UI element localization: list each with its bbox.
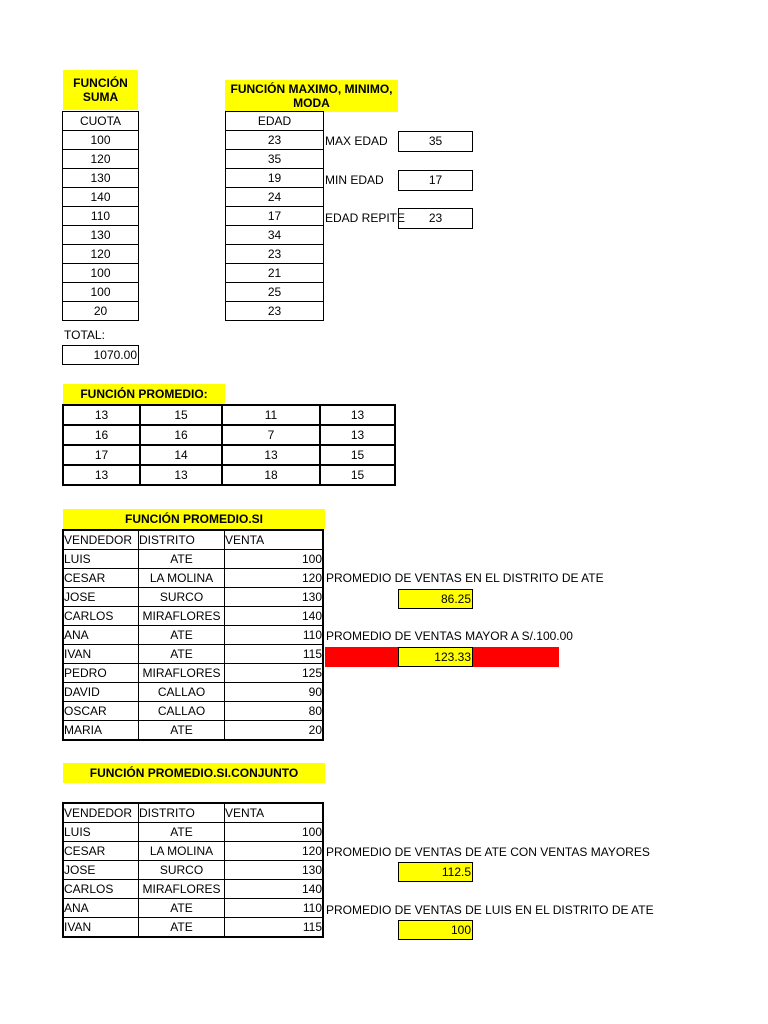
promedio-cell[interactable]: 13: [63, 465, 140, 485]
max-edad-value[interactable]: 35: [398, 131, 473, 152]
promedio-cell[interactable]: 7: [222, 425, 320, 445]
suma-cell[interactable]: 100: [63, 131, 139, 150]
col-header-vendedor[interactable]: VENDEDOR: [63, 803, 139, 823]
promedio-cell[interactable]: 14: [140, 445, 222, 465]
suma-cell[interactable]: 130: [63, 169, 139, 188]
vendedor-cell[interactable]: LUIS: [63, 550, 139, 569]
edad-table: [225, 111, 324, 321]
promedio-si-title: FUNCIÓN PROMEDIO.SI: [63, 509, 325, 529]
promedio-title: FUNCIÓN PROMEDIO:: [63, 384, 225, 404]
promedio-cell[interactable]: 18: [222, 465, 320, 485]
promedio-cell[interactable]: 11: [222, 405, 320, 425]
suma-cell[interactable]: 100: [63, 283, 139, 302]
promedio-cell[interactable]: 13: [320, 425, 395, 445]
promedio-si-conjunto-title: FUNCIÓN PROMEDIO.SI.CONJUNTO: [63, 763, 325, 783]
distrito-cell[interactable]: ATE: [139, 899, 225, 918]
edad-cell[interactable]: 17: [226, 207, 324, 226]
suma-cell[interactable]: 130: [63, 226, 139, 245]
distrito-cell[interactable]: MIRAFLORES: [139, 880, 225, 899]
edad-cell[interactable]: 19: [226, 169, 324, 188]
edad-cell[interactable]: 34: [226, 226, 324, 245]
promedio-cell[interactable]: 13: [222, 445, 320, 465]
distrito-cell[interactable]: ATE: [139, 823, 225, 842]
moda-value[interactable]: 23: [398, 208, 473, 229]
edad-cell[interactable]: 23: [226, 131, 324, 150]
col-header-distrito[interactable]: DISTRITO: [139, 803, 225, 823]
promedio-si-conjunto-q1-label: PROMEDIO DE VENTAS DE ATE CON VENTAS MAYORES: [326, 845, 650, 859]
promedio-si-conjunto-q1-value[interactable]: 112.5: [398, 862, 473, 882]
vendedor-cell[interactable]: ANA: [63, 626, 139, 645]
venta-cell[interactable]: 110: [225, 626, 324, 645]
venta-cell[interactable]: 130: [225, 861, 324, 880]
promedio-cell[interactable]: 17: [63, 445, 140, 465]
vendedor-cell[interactable]: CESAR: [63, 842, 139, 861]
suma-cell[interactable]: 120: [63, 245, 139, 264]
vendedor-cell[interactable]: JOSE: [63, 861, 139, 880]
distrito-cell[interactable]: SURCO: [139, 588, 225, 607]
distrito-cell[interactable]: LA MOLINA: [139, 842, 225, 861]
vendedor-cell[interactable]: DAVID: [63, 683, 139, 702]
distrito-cell[interactable]: CALLAO: [139, 683, 225, 702]
promedio-si-q1-value[interactable]: 86.25: [398, 589, 473, 609]
promedio-table: [62, 404, 396, 486]
venta-cell[interactable]: 130: [225, 588, 324, 607]
promedio-cell[interactable]: 13: [63, 405, 140, 425]
distrito-cell[interactable]: LA MOLINA: [139, 569, 225, 588]
promedio-si-q2-value[interactable]: 123.33: [398, 647, 473, 667]
col-header-venta[interactable]: VENTA: [225, 530, 324, 550]
edad-cell[interactable]: 35: [226, 150, 324, 169]
min-edad-value[interactable]: 17: [398, 170, 473, 191]
edad-cell[interactable]: 25: [226, 283, 324, 302]
distrito-cell[interactable]: ATE: [139, 626, 225, 645]
venta-cell[interactable]: 140: [225, 607, 324, 626]
suma-header[interactable]: CUOTA: [63, 112, 139, 131]
vendedor-cell[interactable]: IVAN: [63, 645, 139, 664]
distrito-cell[interactable]: SURCO: [139, 861, 225, 880]
vendedor-cell[interactable]: ANA: [63, 899, 139, 918]
promedio-cell[interactable]: 13: [320, 405, 395, 425]
venta-cell[interactable]: 80: [225, 702, 324, 721]
promedio-si-q1-label: PROMEDIO DE VENTAS EN EL DISTRITO DE ATE: [326, 571, 604, 585]
suma-total-value[interactable]: 1070.00: [62, 345, 139, 365]
venta-cell[interactable]: 115: [225, 918, 324, 938]
suma-total-label: TOTAL:: [64, 328, 105, 342]
venta-cell[interactable]: 110: [225, 899, 324, 918]
suma-cell[interactable]: 140: [63, 188, 139, 207]
vendedor-cell[interactable]: IVAN: [63, 918, 139, 938]
promedio-cell[interactable]: 15: [320, 465, 395, 485]
venta-cell[interactable]: 120: [225, 569, 324, 588]
promedio-si-conjunto-table: [62, 802, 324, 938]
vendedor-cell[interactable]: MARIA: [63, 721, 139, 741]
suma-cell[interactable]: 20: [63, 302, 139, 321]
promedio-cell[interactable]: 16: [63, 425, 140, 445]
venta-cell[interactable]: 115: [225, 645, 324, 664]
col-header-vendedor[interactable]: VENDEDOR: [63, 530, 139, 550]
venta-cell[interactable]: 100: [225, 823, 324, 842]
distrito-cell[interactable]: ATE: [139, 721, 225, 741]
edad-header[interactable]: EDAD: [226, 112, 324, 131]
distrito-cell[interactable]: ATE: [139, 550, 225, 569]
venta-cell[interactable]: 125: [225, 664, 324, 683]
vendedor-cell[interactable]: CARLOS: [63, 607, 139, 626]
venta-cell[interactable]: 140: [225, 880, 324, 899]
min-edad-label: MIN EDAD: [325, 173, 384, 187]
suma-title: FUNCIÓN SUMA: [63, 70, 138, 110]
edad-cell[interactable]: 23: [226, 245, 324, 264]
vendedor-cell[interactable]: PEDRO: [63, 664, 139, 683]
maxmin-title: FUNCIÓN MAXIMO, MINIMO, MODA: [225, 80, 398, 112]
edad-cell[interactable]: 24: [226, 188, 324, 207]
promedio-cell[interactable]: 13: [140, 465, 222, 485]
promedio-si-conjunto-q2-label: PROMEDIO DE VENTAS DE LUIS EN EL DISTRITO DE ATE: [326, 903, 654, 917]
vendedor-cell[interactable]: JOSE: [63, 588, 139, 607]
vendedor-cell[interactable]: CARLOS: [63, 880, 139, 899]
venta-cell[interactable]: 90: [225, 683, 324, 702]
distrito-cell[interactable]: ATE: [139, 645, 225, 664]
col-header-distrito[interactable]: DISTRITO: [139, 530, 225, 550]
edad-cell[interactable]: 21: [226, 264, 324, 283]
promedio-cell[interactable]: 15: [140, 405, 222, 425]
distrito-cell[interactable]: CALLAO: [139, 702, 225, 721]
distrito-cell[interactable]: ATE: [139, 918, 225, 938]
max-edad-label: MAX EDAD: [325, 134, 388, 148]
vendedor-cell[interactable]: CESAR: [63, 569, 139, 588]
suma-cell[interactable]: 100: [63, 264, 139, 283]
distrito-cell[interactable]: MIRAFLORES: [139, 607, 225, 626]
distrito-cell[interactable]: MIRAFLORES: [139, 664, 225, 683]
promedio-cell[interactable]: 15: [320, 445, 395, 465]
venta-cell[interactable]: 100: [225, 550, 324, 569]
promedio-si-q2-label: PROMEDIO DE VENTAS MAYOR A S/.100.00: [326, 629, 573, 643]
vendedor-cell[interactable]: OSCAR: [63, 702, 139, 721]
suma-cell[interactable]: 120: [63, 150, 139, 169]
moda-label: EDAD REPITE: [325, 211, 406, 225]
venta-cell[interactable]: 120: [225, 842, 324, 861]
suma-table: [62, 111, 139, 321]
col-header-venta[interactable]: VENTA: [225, 803, 324, 823]
venta-cell[interactable]: 20: [225, 721, 324, 741]
promedio-si-table: [62, 529, 324, 741]
promedio-cell[interactable]: 16: [140, 425, 222, 445]
vendedor-cell[interactable]: LUIS: [63, 823, 139, 842]
promedio-si-conjunto-q2-value[interactable]: 100: [398, 920, 473, 940]
suma-cell[interactable]: 110: [63, 207, 139, 226]
edad-cell[interactable]: 23: [226, 302, 324, 321]
